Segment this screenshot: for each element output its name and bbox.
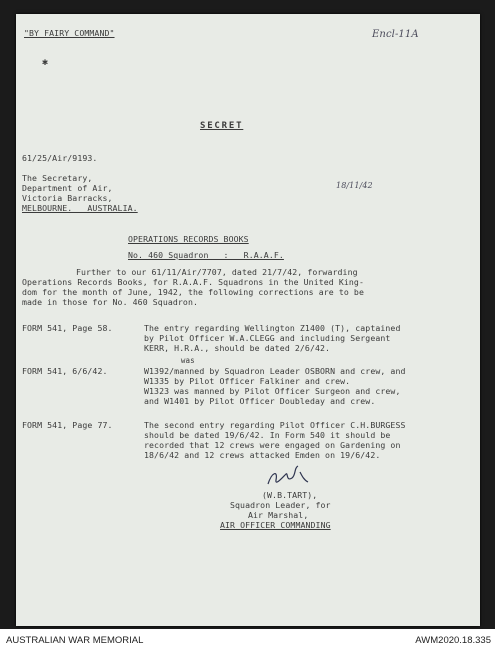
signatory-position: AIR OFFICER COMMANDING: [220, 520, 331, 530]
signatory-title: Air Marshal,: [248, 510, 309, 520]
correction-line: recorded that 12 crews were engaged on Gardening on: [144, 440, 401, 450]
body-line: Further to our 61/11/Air/7707, dated 21/7/42, forwarding: [76, 267, 358, 277]
body-line: dom for the month of June, 1942, the following corrections are to be: [22, 287, 364, 297]
correction-line: 18/6/42 and 12 crews attacked Emden on 19/6/42.: [144, 450, 381, 460]
correction-reference: FORM 541, Page 58.: [22, 323, 113, 333]
handwritten-signature: [264, 462, 314, 492]
body-line: Operations Records Books, for R.A.A.F. Squadrons in the United King-: [22, 277, 364, 287]
addressee-line: MELBOURNE. AUSTRALIA.: [22, 203, 138, 213]
correction-line: The entry regarding Wellington Z1400 (T), captained: [144, 323, 401, 333]
correction-line: and W1401 by Pilot Officer Doubleday and crew.: [144, 396, 376, 406]
subject-unit: No. 460 Squadron : R.A.A.F.: [128, 250, 284, 260]
signatory-rank: Squadron Leader, for: [230, 500, 331, 510]
handwritten-date: 18/11/42: [336, 181, 373, 190]
footer-institution: AUSTRALIAN WAR MEMORIAL: [6, 635, 144, 646]
correction-reference: FORM 541, 6/6/42.: [22, 366, 108, 376]
handwritten-reference: Encl-11A: [372, 29, 419, 40]
addressee-line: Department of Air,: [22, 183, 113, 193]
correction-line: KERR, H.R.A., should be dated 2/6/42.: [144, 343, 331, 353]
correction-line: by Pilot Officer W.A.CLEGG and including Sergeant: [144, 333, 391, 343]
signatory-name: (W.B.TART),: [262, 490, 318, 500]
marking-header: "BY FAIRY COMMAND": [24, 28, 115, 38]
addressee-line: Victoria Barracks,: [22, 193, 113, 203]
correction-line: W1392/manned by Squadron Leader OSBORN and crew, and: [144, 366, 406, 376]
hole-punch-mark: ✱: [42, 57, 49, 68]
subject-title: OPERATIONS RECORDS BOOKS: [128, 234, 249, 244]
correction-line: should be dated 19/6/42. In Form 540 it should be: [144, 430, 391, 440]
document-page: [16, 14, 480, 626]
file-reference: 61/25/Air/9193.: [22, 153, 98, 163]
classification-heading: SECRET: [200, 121, 244, 131]
body-line: made in those for No. 460 Squadron.: [22, 297, 199, 307]
archive-footer: [0, 629, 495, 653]
correction-line: W1323 was manned by Pilot Officer Surgeon and crew,: [144, 386, 401, 396]
correction-line: The second entry regarding Pilot Officer C.H.BURGESS: [144, 420, 406, 430]
correction-line: was: [144, 356, 195, 365]
correction-line: W1335 by Pilot Officer Falkiner and crew.: [144, 376, 351, 386]
addressee-line: The Secretary,: [22, 173, 93, 183]
correction-reference: FORM 541, Page 77.: [22, 420, 113, 430]
footer-accession-number: AWM2020.18.335: [415, 635, 491, 646]
